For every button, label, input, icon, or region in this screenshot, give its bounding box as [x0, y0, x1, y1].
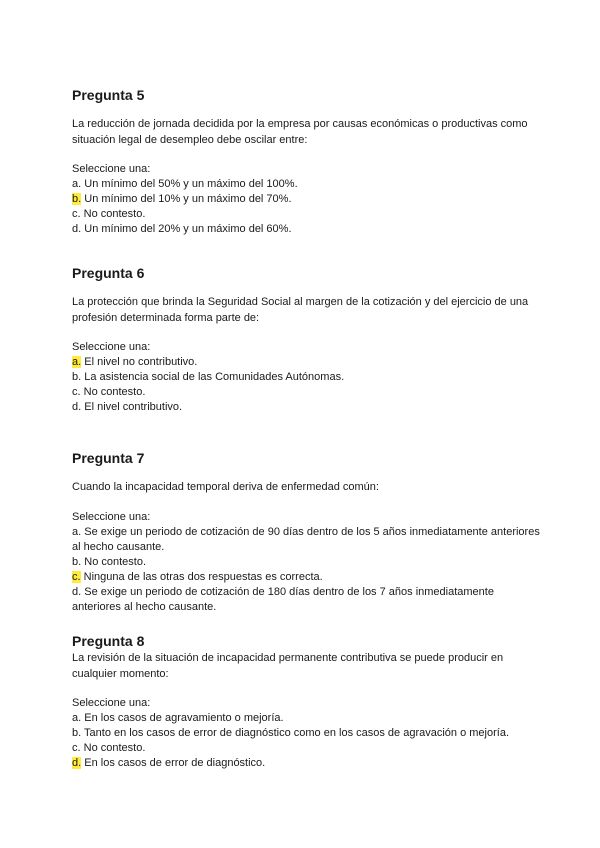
question-8 [72, 632, 542, 771]
question-title: Pregunta 7 [72, 450, 145, 466]
option-letter-highlighted: b. [72, 193, 82, 205]
option-letter: b. [72, 555, 82, 568]
question-text: La protección que brinda la Seguridad Social al margen de la cotización y del ejercicio de una profesión determinada forma parte de: [72, 296, 529, 324]
option-c [72, 385, 542, 400]
question-6 [72, 264, 542, 415]
question-text: Cuando la incapacidad temporal deriva de enfermedad común: [72, 481, 379, 493]
option-letter: a. [72, 178, 82, 190]
option-text: En los casos de error de diagnóstico. [81, 757, 266, 769]
option-text: Se exige un periodo de cotización de 180 días dentro de los 7 años inmediatamente anteriores al hecho causante. [72, 585, 494, 613]
option-text: Un mínimo del 20% y un máximo del 60%. [81, 223, 292, 235]
options-list [72, 525, 542, 615]
option-letter: c. [72, 386, 81, 398]
option-letter: a. [72, 712, 82, 724]
option-b [72, 370, 542, 385]
option-text: No contesto. [81, 555, 147, 568]
option-text: No contesto. [80, 742, 146, 754]
option-text: Se exige un periodo de cotización de 90 días dentro de los 5 años inmediatamente anteriores al hecho causante. [72, 525, 540, 553]
option-a [72, 711, 542, 726]
option-letter: c. [72, 742, 81, 754]
select-prompt: Seleccione una: [72, 697, 151, 709]
question-text: La reducción de jornada decidida por la empresa por causas económicas o productivas como situación legal de desempleo debe oscilar entre: [72, 118, 528, 146]
select-prompt: Seleccione una: [72, 510, 151, 523]
option-letter: d. [72, 401, 82, 413]
option-text: Un mínimo del 10% y un máximo del 70%. [81, 193, 292, 205]
option-d [72, 400, 542, 415]
option-a [72, 177, 542, 192]
option-text: El nivel no contributivo. [81, 356, 198, 368]
option-letter: d. [72, 585, 82, 598]
question-7 [72, 449, 542, 615]
option-text: No contesto. [80, 208, 146, 220]
option-letter: a. [72, 525, 82, 538]
option-b [72, 555, 542, 570]
option-letter: c. [72, 208, 81, 220]
question-title: Pregunta 6 [72, 265, 145, 281]
question-text: La revisión de la situación de incapacidad permanente contributiva se puede producir en cualquier momento: [72, 652, 504, 680]
option-letter-highlighted: c. [72, 570, 81, 583]
option-b [72, 192, 542, 207]
option-text: Ninguna de las otras dos respuestas es correcta. [80, 570, 323, 583]
option-letter: d. [72, 223, 82, 235]
select-prompt: Seleccione una: [72, 341, 151, 353]
option-letter: b. [72, 371, 82, 383]
options-list [72, 177, 542, 237]
option-c [72, 741, 542, 756]
question-title: Pregunta 5 [72, 87, 145, 103]
option-letter-highlighted: d. [72, 757, 82, 769]
option-letter: b. [72, 727, 82, 739]
option-text: El nivel contributivo. [81, 401, 183, 413]
option-c [72, 570, 542, 585]
option-d [72, 222, 542, 237]
select-prompt: Seleccione una: [72, 163, 151, 175]
option-text: La asistencia social de las Comunidades Autónomas. [81, 371, 345, 383]
options-list [72, 711, 542, 771]
option-letter-highlighted: a. [72, 356, 82, 368]
option-text: Tanto en los casos de error de diagnóstico como en los casos de agravación o mejoría. [81, 727, 510, 739]
option-text: En los casos de agravamiento o mejoría. [81, 712, 284, 724]
question-5 [72, 86, 542, 237]
option-c [72, 207, 542, 222]
option-a [72, 355, 542, 370]
option-d [72, 756, 542, 771]
options-list [72, 355, 542, 415]
option-b [72, 726, 542, 741]
option-a [72, 525, 542, 555]
option-text: No contesto. [80, 386, 146, 398]
option-text: Un mínimo del 50% y un máximo del 100%. [81, 178, 298, 190]
question-title: Pregunta 8 [72, 633, 145, 649]
option-d [72, 585, 542, 615]
